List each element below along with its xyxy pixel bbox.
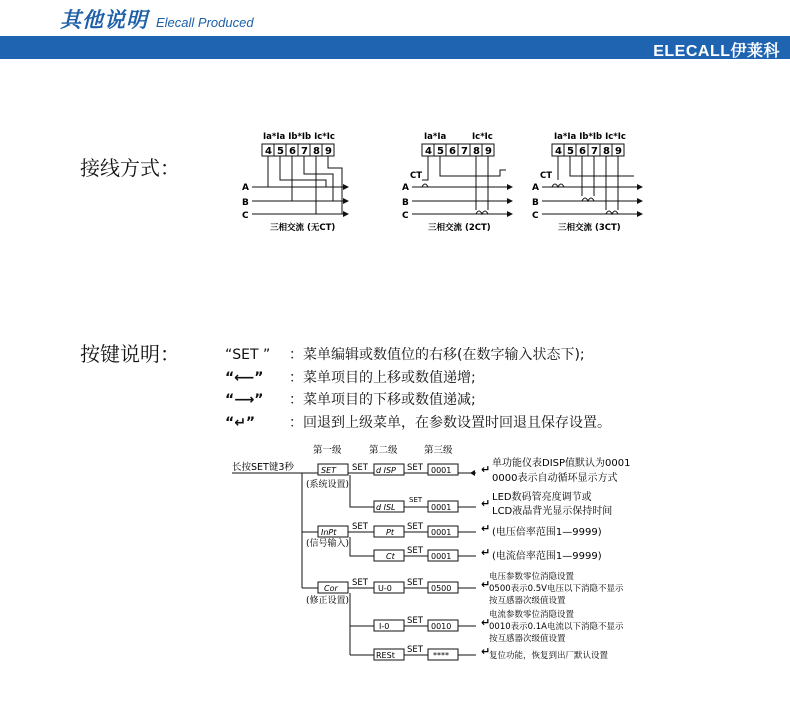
level3-value: 0001 xyxy=(431,466,452,475)
level3-value: **** xyxy=(433,651,449,660)
right-key-desc: ：菜单项目的下移或数值递减; xyxy=(289,392,476,408)
terminal-4: 4 xyxy=(425,146,432,157)
set-label: SET xyxy=(352,522,368,532)
header-title-en: Elecall Produced xyxy=(156,15,254,30)
set-label: SET xyxy=(352,578,368,588)
level3-value: 0500 xyxy=(431,584,452,593)
menu-note: 0010表示0.1A电流以下消隐不显示 xyxy=(489,622,624,632)
level-header-3: 第三级 xyxy=(424,445,453,456)
terminal-7: 7 xyxy=(461,146,468,157)
phase-a-label: A xyxy=(242,183,249,193)
terminal-8: 8 xyxy=(313,146,320,157)
menu-entry-text: 长按SET键3秒 xyxy=(232,462,294,473)
menu-note: 电流参数零位消隐设置 xyxy=(489,610,575,620)
phase-a-label: A xyxy=(402,183,409,193)
terminal-6: 6 xyxy=(289,146,296,157)
terminal-8: 8 xyxy=(473,146,480,157)
diagram-top-labels: Ia*Ia Ib*Ib Ic*Ic xyxy=(554,132,626,142)
wiring-section-label: 接线方式： xyxy=(80,156,180,180)
level1-code: Cor xyxy=(324,584,338,593)
set-label: SET xyxy=(407,616,423,626)
level2-code: d ISP xyxy=(376,466,396,475)
wiring-diagram-3ct xyxy=(532,132,642,233)
menu-note: 按互感器次级值设置 xyxy=(489,596,566,606)
set-label: SET xyxy=(409,496,423,504)
menu-note: (电流倍率范围1—9999) xyxy=(492,551,602,562)
wiring-diagram-noct xyxy=(242,132,348,233)
key-enter-line xyxy=(225,412,611,432)
level2-code: d ISL xyxy=(376,503,396,512)
set-label: SET xyxy=(407,546,423,556)
key-right-line xyxy=(225,389,476,409)
level3-value: 0010 xyxy=(431,622,452,631)
left-key-desc: ：菜单项目的上移或数值递增; xyxy=(289,370,476,386)
left-arrow-icon: “⟵” xyxy=(225,370,264,386)
wiring-diagram-2ct xyxy=(402,132,512,233)
level2-code: I-0 xyxy=(379,622,390,631)
terminal-9: 9 xyxy=(615,146,622,157)
set-label: SET xyxy=(407,578,423,588)
terminal-4: 4 xyxy=(555,146,562,157)
terminal-block xyxy=(422,144,494,157)
set-label: SET xyxy=(407,645,423,655)
wiring-diagrams xyxy=(0,110,790,370)
set-label: SET xyxy=(407,463,423,473)
enter-icon: ↵ xyxy=(481,616,491,629)
level3-value: 0001 xyxy=(431,528,452,537)
menu-note: 单功能仪表DISP值默认为0001 xyxy=(492,458,631,469)
menu-note: 0000表示自动循环显示方式 xyxy=(492,473,618,484)
level2-code: Ct xyxy=(386,552,395,561)
ct-label: CT xyxy=(410,171,423,181)
key-left-line xyxy=(225,367,476,387)
page-header-title xyxy=(60,4,254,34)
keys-section-label: 按键说明： xyxy=(80,342,180,366)
menu-note: LED数码管亮度调节或 xyxy=(492,492,592,503)
level2-code: RESt xyxy=(376,651,395,660)
terminal-7: 7 xyxy=(301,146,308,157)
level3-value: 0001 xyxy=(431,503,452,512)
phase-c-label: C xyxy=(532,211,539,221)
level1-code: SET xyxy=(321,466,337,475)
terminal-block xyxy=(552,144,624,157)
menu-note: LCD液晶背光显示保持时间 xyxy=(492,506,613,517)
level1-caption: (信号输入) xyxy=(306,539,350,549)
diagram-top-label-right: Ic*Ic xyxy=(472,132,493,142)
terminal-5: 5 xyxy=(277,146,284,157)
set-label: SET xyxy=(407,522,423,532)
terminal-7: 7 xyxy=(591,146,598,157)
terminal-5: 5 xyxy=(567,146,574,157)
menu-note: 复位功能，恢复到出厂默认设置 xyxy=(489,651,609,661)
phase-b-label: B xyxy=(242,198,249,208)
menu-tree-diagram xyxy=(0,440,790,700)
terminal-9: 9 xyxy=(325,146,332,157)
phase-b-label: B xyxy=(402,198,409,208)
terminal-4: 4 xyxy=(265,146,272,157)
set-label: SET xyxy=(352,463,368,473)
level3-value: 0001 xyxy=(431,552,452,561)
key-set-line xyxy=(225,344,585,364)
enter-icon: ↵ xyxy=(481,546,491,559)
level2-code: U-0 xyxy=(378,584,392,593)
phase-a-label: A xyxy=(532,183,539,193)
brand-logo: ELECALL伊莱科 xyxy=(653,43,780,60)
enter-icon: ↵ xyxy=(481,463,491,476)
set-key-symbol: “SET ” xyxy=(225,347,271,363)
level1-caption: (修正设置) xyxy=(306,596,350,606)
menu-note: 按互感器次级值设置 xyxy=(489,634,566,644)
enter-key-desc: ：回退到上级菜单，在参数设置时回退且保存设置。 xyxy=(289,415,611,431)
diagram-caption: 三相交流 (3CT) xyxy=(558,223,621,233)
diagram-caption: 三相交流 (无CT) xyxy=(270,223,336,233)
terminal-9: 9 xyxy=(485,146,492,157)
terminal-block xyxy=(262,144,334,157)
menu-note: 0500表示0.5V电压以下消隐不显示 xyxy=(489,584,624,594)
terminal-5: 5 xyxy=(437,146,444,157)
menu-note: (电压倍率范围1—9999) xyxy=(492,527,602,538)
diagram-top-labels: Ia*Ia Ib*Ib Ic*Ic xyxy=(263,132,335,142)
diagram-caption: 三相交流 (2CT) xyxy=(428,223,491,233)
terminal-8: 8 xyxy=(603,146,610,157)
header-title-cn: 其他说明 xyxy=(60,8,148,32)
enter-icon: ↵ xyxy=(481,578,491,591)
set-key-desc: ：菜单编辑或数值位的右移(在数字输入状态下); xyxy=(289,347,585,363)
phase-b-label: B xyxy=(532,198,539,208)
level-header-2: 第二级 xyxy=(369,445,398,456)
terminal-6: 6 xyxy=(449,146,456,157)
level1-code: InPt xyxy=(321,528,337,537)
right-arrow-icon: “⟶” xyxy=(225,392,264,408)
enter-icon: ↵ xyxy=(481,497,491,510)
ct-label: CT xyxy=(540,171,553,181)
enter-icon: ↵ xyxy=(481,645,491,658)
diagram-top-label-left: Ia*Ia xyxy=(424,132,447,142)
header-band xyxy=(0,36,790,59)
level2-code: Pt xyxy=(386,528,394,537)
enter-icon: ↵ xyxy=(481,522,491,535)
level1-caption: (系统设置) xyxy=(306,480,350,490)
phase-c-label: C xyxy=(402,211,409,221)
level-header-1: 第一级 xyxy=(313,445,342,456)
phase-c-label: C xyxy=(242,211,249,221)
enter-icon: “↵” xyxy=(225,415,256,431)
terminal-6: 6 xyxy=(579,146,586,157)
menu-note: 电压参数零位消隐设置 xyxy=(489,572,575,582)
